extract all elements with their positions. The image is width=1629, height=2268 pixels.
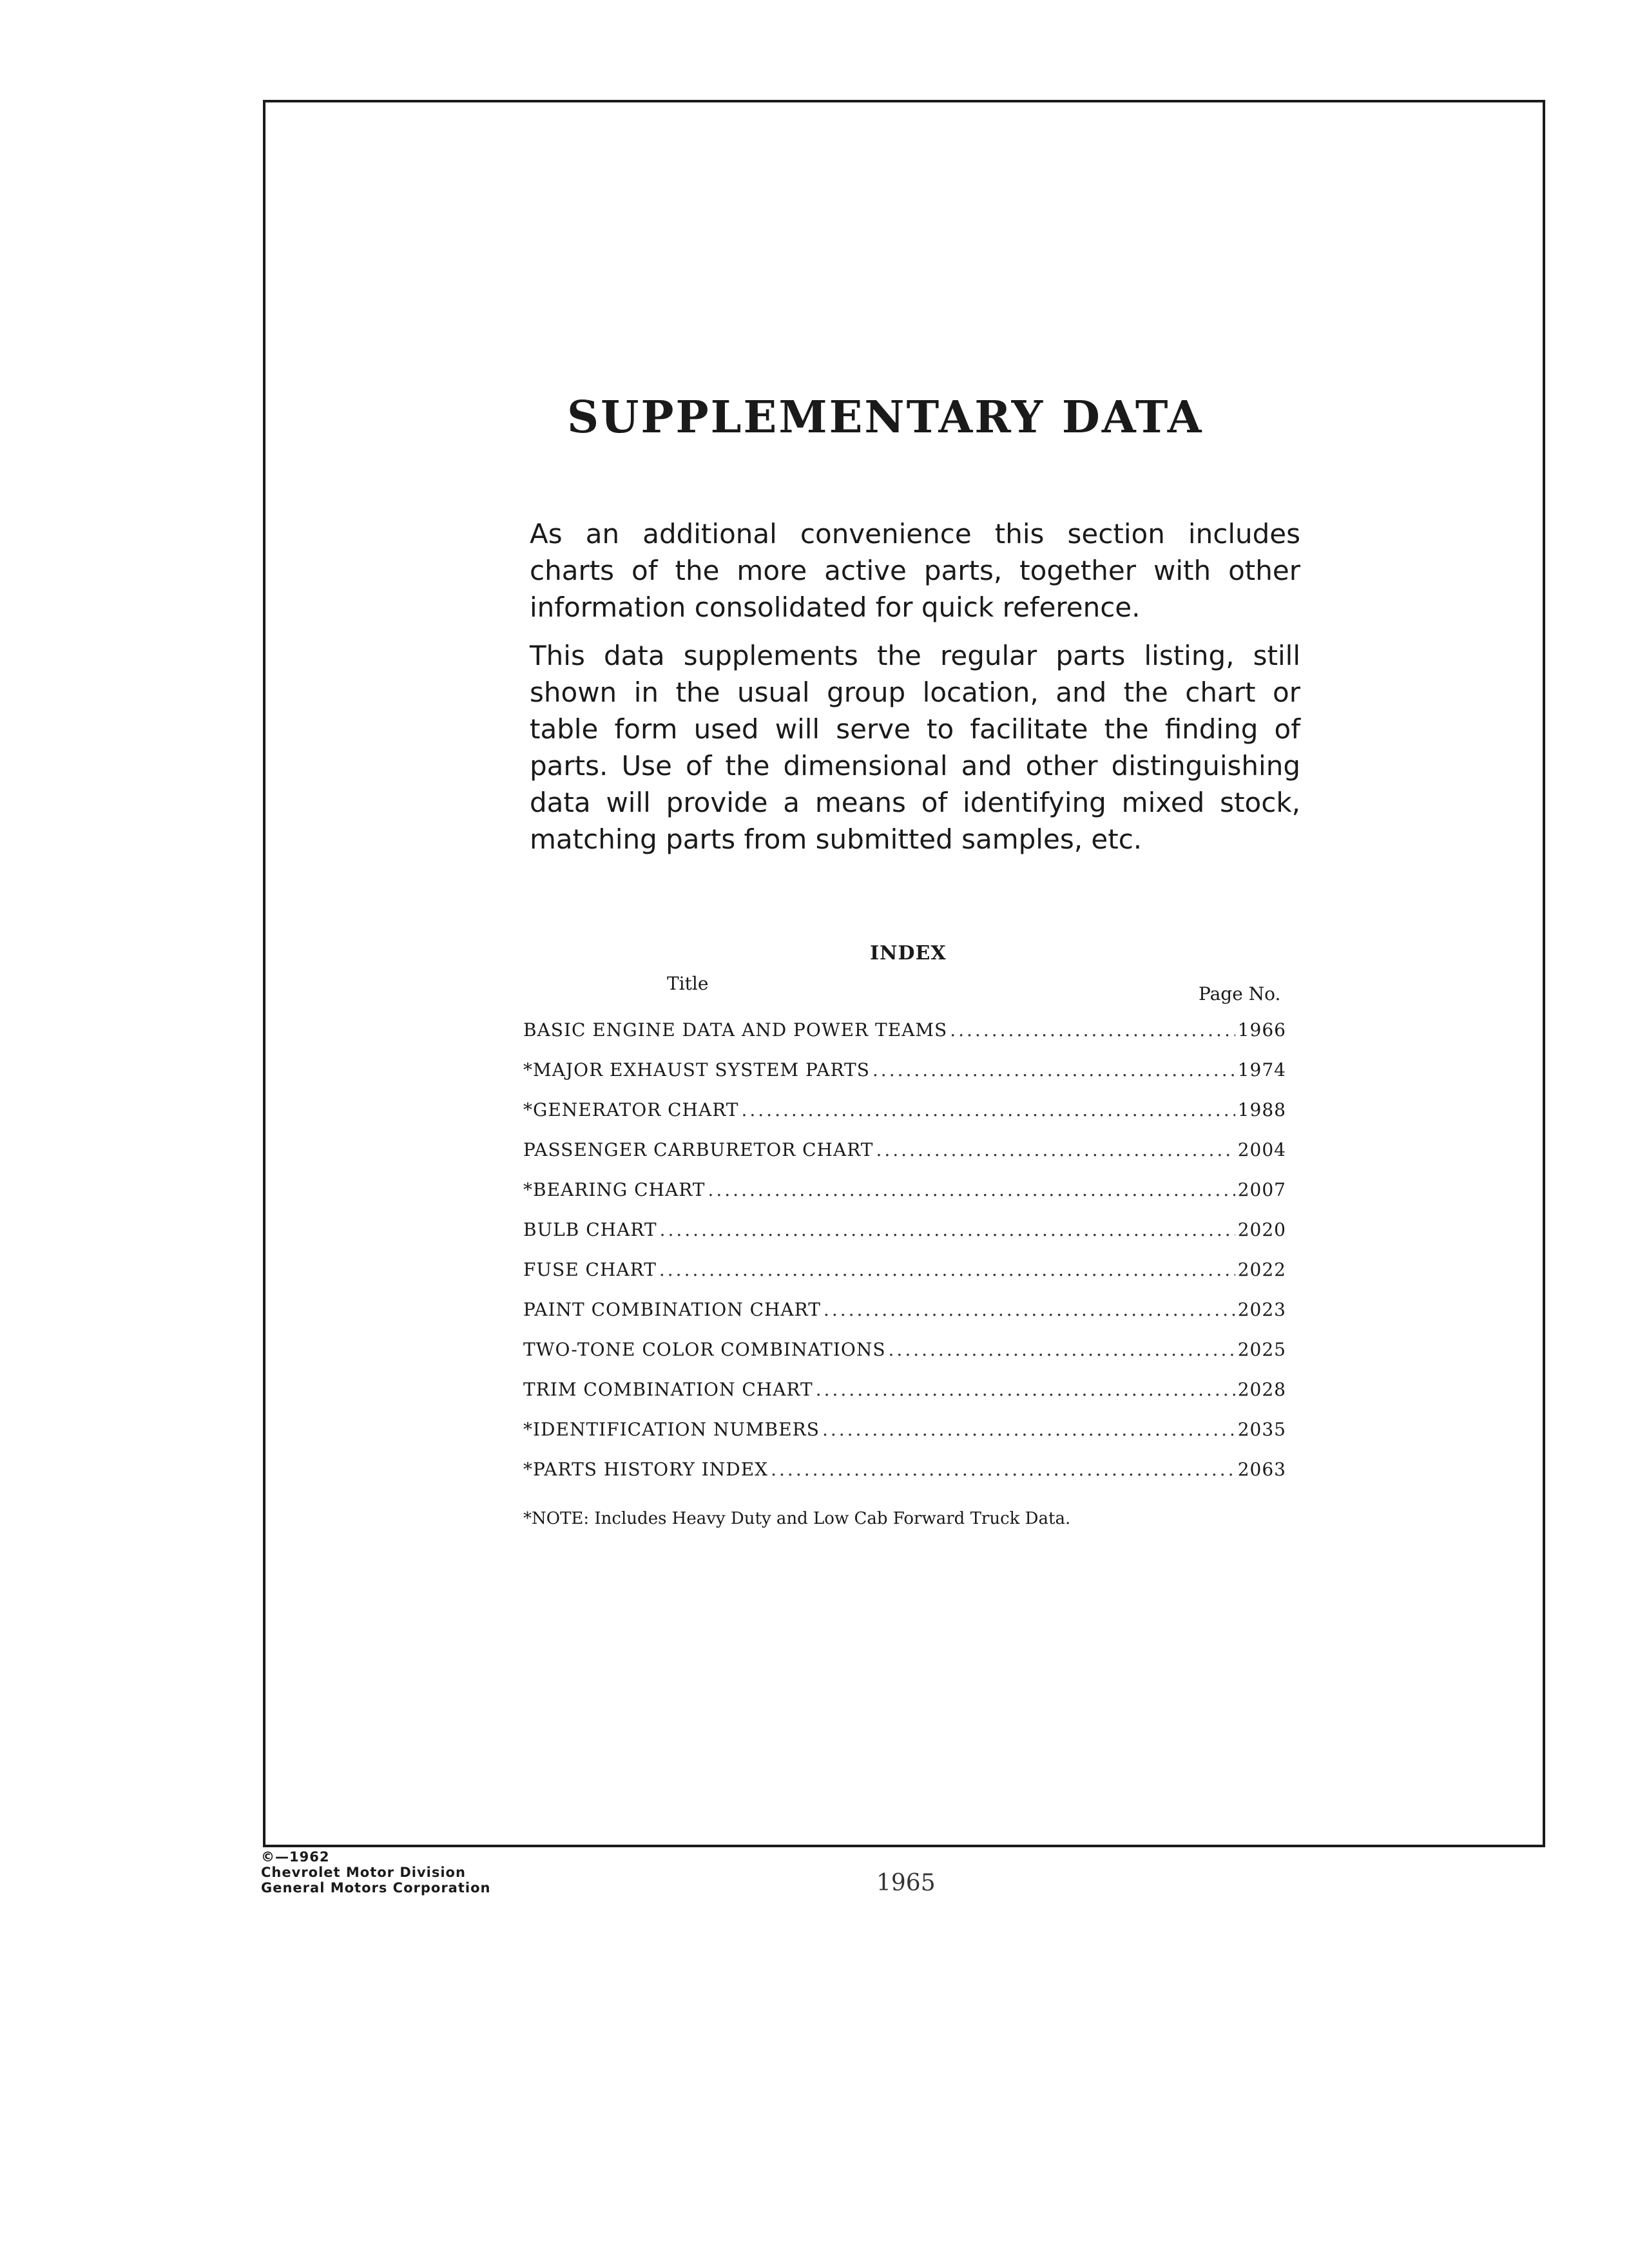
dot-leader	[771, 1459, 1235, 1480]
index-entry-title: FUSE CHART	[523, 1259, 657, 1280]
index-entry-page: 1988	[1237, 1099, 1286, 1120]
index-entry-page: 2063	[1237, 1459, 1286, 1480]
dot-leader	[876, 1139, 1235, 1160]
index-entry	[523, 1332, 1286, 1372]
index-entry-page: 2007	[1237, 1179, 1286, 1200]
index-entry	[523, 1053, 1286, 1093]
index-entry	[523, 1412, 1286, 1452]
index-entry-title: TRIM COMBINATION CHART	[523, 1379, 813, 1400]
index-entry-page: 2020	[1237, 1219, 1286, 1240]
index-entry-title: *PARTS HISTORY INDEX	[523, 1459, 769, 1480]
intro-paragraph-2: This data supplements the regular parts listing, still shown in the usual group location, and the chart or table form used will serve to facilitate the finding of parts. Use of the dimensional and other distinguishing data will provide a means of identifying mixed stock, matching parts from submitted samples, etc.	[530, 640, 1300, 855]
index-entry-page: 2004	[1237, 1139, 1286, 1160]
dot-leader	[872, 1059, 1235, 1081]
index-column-page: Page No.	[1199, 983, 1281, 1004]
index-entry-page: 2025	[1237, 1339, 1286, 1360]
copyright-division: Chevrolet Motor Division	[261, 1865, 466, 1880]
index-entry	[523, 1173, 1286, 1213]
index-note: *NOTE: Includes Heavy Duty and Low Cab Forward Truck Data.	[523, 1509, 1071, 1528]
index-entry-page: 2022	[1237, 1259, 1286, 1280]
index-entry	[523, 1013, 1286, 1053]
index-entry-page: 2028	[1237, 1379, 1286, 1400]
page-border	[263, 100, 1545, 1847]
index-entry	[523, 1452, 1286, 1492]
dot-leader	[660, 1219, 1235, 1240]
page-number: 1965	[876, 1870, 936, 1896]
page-title: SUPPLEMENTARY DATA	[567, 392, 1204, 443]
dot-leader	[950, 1019, 1235, 1041]
dot-leader	[824, 1299, 1235, 1320]
index-entry	[523, 1093, 1286, 1133]
intro-text	[530, 515, 1300, 869]
index-entry-page: 2023	[1237, 1299, 1286, 1320]
copyright-block	[261, 1849, 490, 1896]
copyright-year: ©—1962	[261, 1849, 330, 1865]
index-list	[523, 1013, 1286, 1492]
index-entry	[523, 1293, 1286, 1332]
index-heading: INDEX	[870, 942, 947, 965]
index-entry	[523, 1253, 1286, 1293]
dot-leader	[822, 1419, 1235, 1440]
index-entry-title: BASIC ENGINE DATA AND POWER TEAMS	[523, 1019, 948, 1041]
index-entry-title: *GENERATOR CHART	[523, 1099, 739, 1120]
index-entry-page: 2035	[1237, 1419, 1286, 1440]
dot-leader	[889, 1339, 1235, 1360]
index-column-title: Title	[667, 973, 709, 994]
dot-leader	[816, 1379, 1235, 1400]
index-entry-title: *MAJOR EXHAUST SYSTEM PARTS	[523, 1059, 870, 1081]
index-entry-page: 1974	[1237, 1059, 1286, 1081]
copyright-corporation: General Motors Corporation	[261, 1880, 491, 1896]
index-entry-title: TWO-TONE COLOR COMBINATIONS	[523, 1339, 886, 1360]
index-entry-title: *BEARING CHART	[523, 1179, 706, 1200]
index-entry-title: *IDENTIFICATION NUMBERS	[523, 1419, 820, 1440]
intro-paragraph-1: As an additional convenience this section includes charts of the more active parts, together with other information consolidated for quick reference.	[530, 518, 1300, 623]
index-entry	[523, 1372, 1286, 1412]
index-entry	[523, 1133, 1286, 1173]
index-entry-title: PASSENGER CARBURETOR CHART	[523, 1139, 874, 1160]
dot-leader	[741, 1099, 1235, 1120]
index-entry-title: BULB CHART	[523, 1219, 657, 1240]
index-entry-page: 1966	[1237, 1019, 1286, 1041]
dot-leader	[659, 1259, 1235, 1280]
index-entry	[523, 1213, 1286, 1253]
dot-leader	[708, 1179, 1235, 1200]
index-entry-title: PAINT COMBINATION CHART	[523, 1299, 821, 1320]
